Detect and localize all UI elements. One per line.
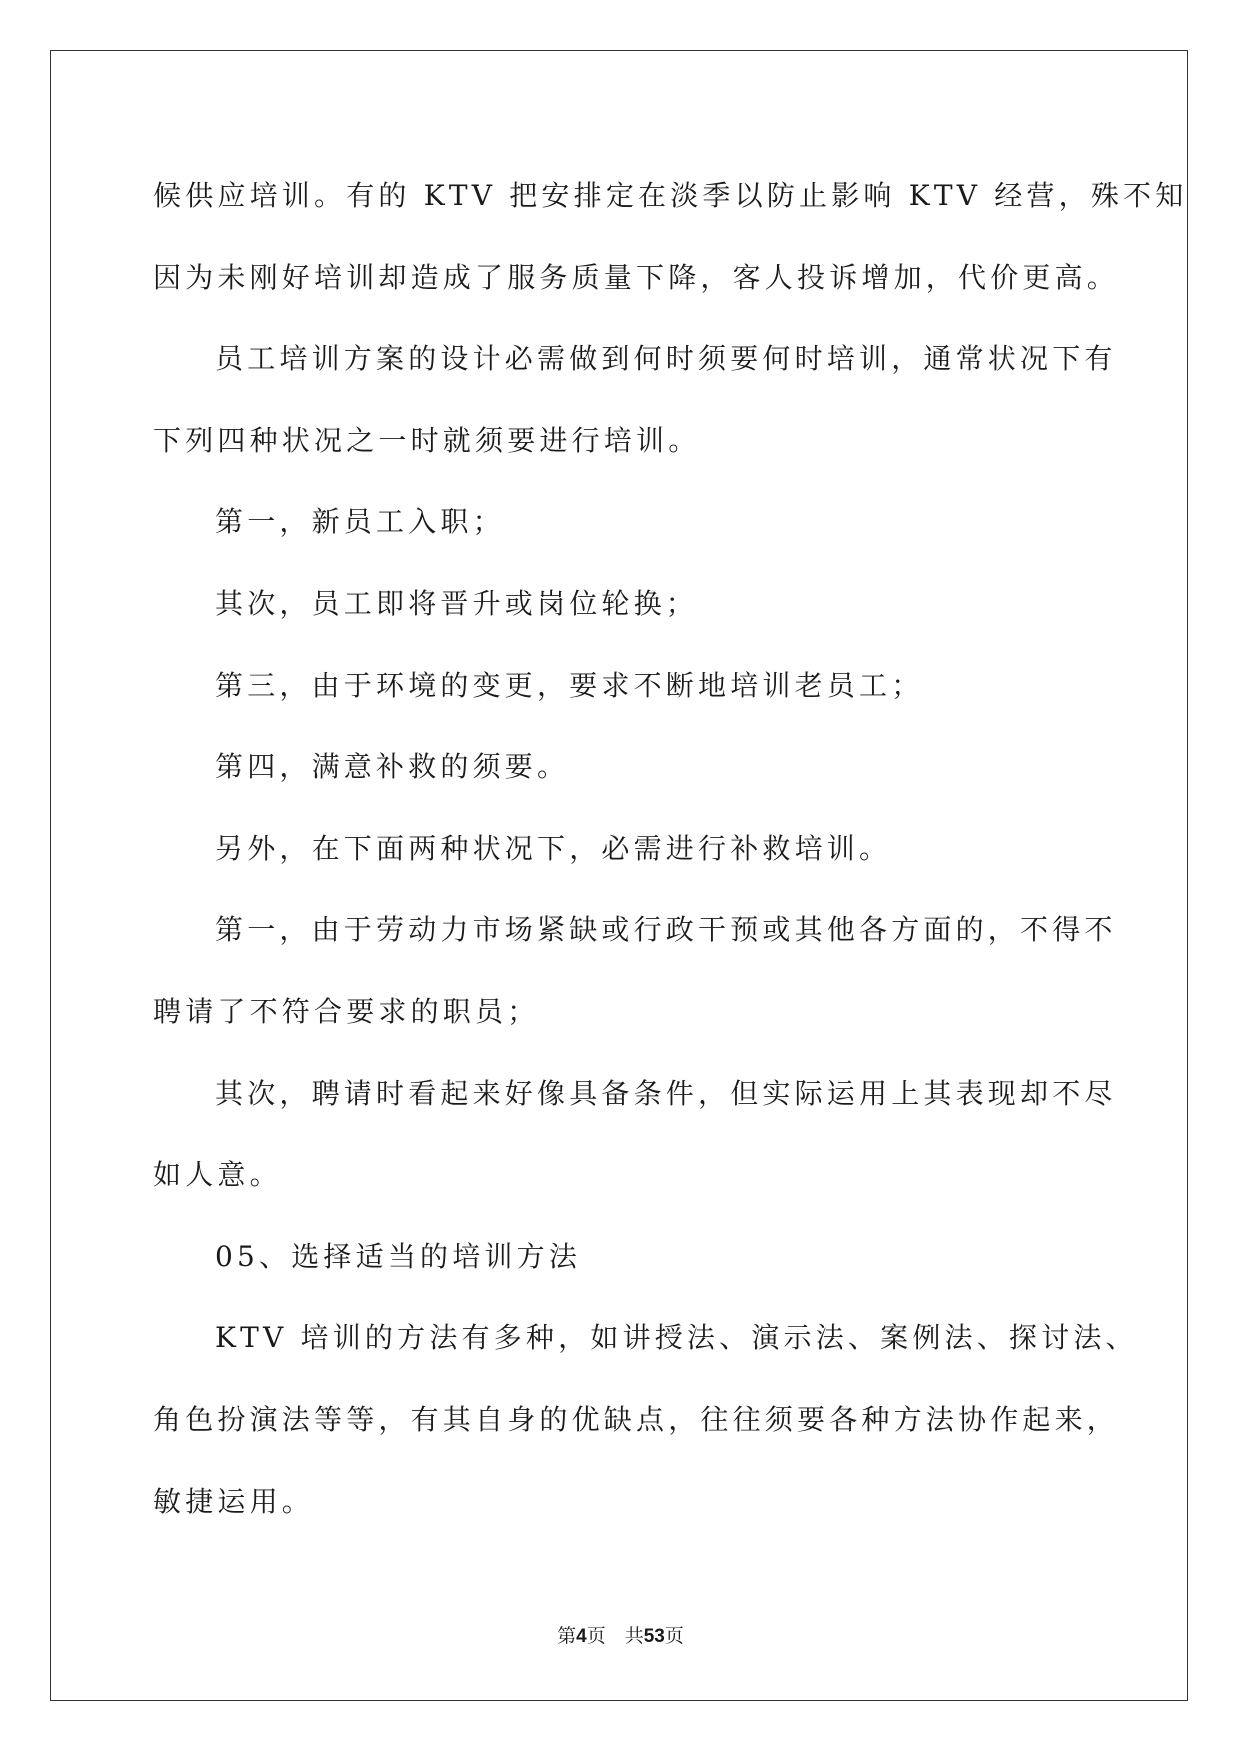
text-line: 其次，员工即将晋升或岗位轮换； bbox=[215, 586, 699, 620]
text-line: 第一，由于劳动力市场紧缺或行政干预或其他各方面的，不得不 bbox=[215, 913, 1117, 947]
text-line: 员工培训方案的设计必需做到何时须要何时培训，通常状况下有 bbox=[215, 342, 1117, 376]
text-line: 如人意。 bbox=[153, 1158, 282, 1192]
total-page-count: 53 bbox=[643, 1626, 665, 1647]
text-line: 其次，聘请时看起来好像具备条件，但实际运用上其表现却不尽 bbox=[215, 1076, 1117, 1110]
text-line: 另外，在下面两种状况下，必需进行补救培训。 bbox=[215, 831, 892, 865]
page-number-footer bbox=[0, 1624, 1241, 1649]
document-body bbox=[153, 155, 1188, 1542]
section-heading: 05、选择适当的培训方法 bbox=[215, 1239, 582, 1273]
text-line: 下列四种状况之一时就须要进行培训。 bbox=[153, 423, 701, 457]
text-line: KTV 培训的方法有多种，如讲授法、演示法、案例法、探讨法、 bbox=[215, 1321, 1138, 1355]
text-line: 第三，由于环境的变更，要求不断地培训老员工； bbox=[215, 668, 924, 702]
current-page-number: 4 bbox=[576, 1626, 587, 1647]
footer-mid: 页 共 bbox=[586, 1625, 644, 1647]
footer-suffix: 页 bbox=[664, 1625, 684, 1647]
text-line: 第一，新员工入职； bbox=[215, 505, 505, 539]
footer-prefix: 第 bbox=[557, 1625, 577, 1647]
text-line: 聘请了不符合要求的职员； bbox=[153, 994, 540, 1028]
text-line: 敏捷运用。 bbox=[153, 1484, 315, 1518]
text-line: 第四，满意补救的须要。 bbox=[215, 750, 570, 784]
text-line: 候供应培训。有的 KTV 把安排定在淡季以防止影响 KTV 经营，殊不知 bbox=[153, 179, 1188, 212]
text-line: 因为未刚好培训却造成了服务质量下降，客人投诉增加，代价更高。 bbox=[153, 260, 1120, 294]
text-line: 角色扮演法等等，有其自身的优缺点，往往须要各种方法协作起来， bbox=[153, 1402, 1120, 1436]
